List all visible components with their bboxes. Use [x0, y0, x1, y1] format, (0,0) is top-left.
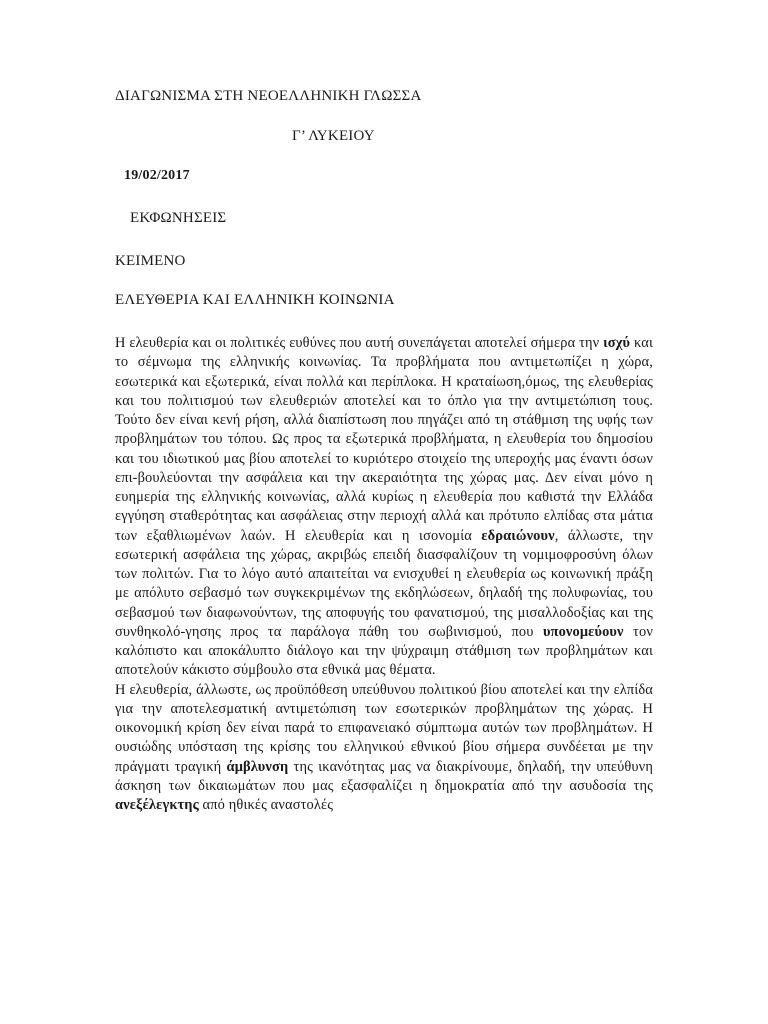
section-heading: ΕΚΦΩΝΗΣΕΙΣ — [130, 210, 227, 226]
text-title: ΕΛΕΥΘΕΡΙΑ ΚΑΙ ΕΛΛΗΝΙΚΗ ΚΟΙΝΩΝΙΑ — [115, 292, 395, 308]
exam-date: 19/02/2017 — [124, 168, 190, 183]
exam-title: ΔΙΑΓΩΝΙΣΜΑ ΣΤΗ ΝΕΟΕΛΛΗΝΙΚΗ ΓΛΩΣΣΑ — [115, 88, 422, 104]
bold-term-edraionoun: εδραιώνουν — [481, 527, 555, 544]
paragraph-1-part-b: και το σέμνωμα της ελληνικής κοινωνίας. Τα προβλήματα που αντιμετωπίζει η χώρα, εσωτερικά και εξωτερικά, είναι πολλά και περίπλοκα. Η κραταίωση,όμως, της ελευθερίας και του πολιτισμού των ελευθεριών αποτελεί και το όπλο για την αντιμετώπιση τους. Τούτο δεν είναι κενή ρήση, αλλά διαπίστωση που πηγάζει από τη στάθμιση της υφής των προβλημάτων του τόπου. Ως προς τα εξωτερικά προβλήματα, η ελευθερία του δημοσίου και του ιδιωτικού μας βίου αποτελεί το κυριότερο στοιχείο της υπεροχής μας έναντι όσων επι-βουλεύονται την ασφάλεια και την ακεραιότητα της χώρας μας. Δεν είναι μόνο η ευημερία της ελληνικής κοινωνίας, αλλά κυρίως η ελευθερία που καθιστά την Ελλάδα εγγύηση σταθερότητας και ασφάλειας στην περιοχή αλλά και πρότυπο ελπίδας στα μάτια των εξαθλιωμένων λαών. Η ελευθερία και η ισονομία — [115, 335, 653, 544]
bold-term-amblynsi: άμβλυνση — [226, 758, 289, 775]
bold-term-ischy: ισχύ — [603, 335, 631, 351]
paragraph-1-part-c: , άλλωστε, την εσωτερική ασφάλεια της χώρας, ακριβώς επειδή διασφαλίζουν τη νομιμοφροσύνη όλων των πολιτών. Για το λόγο αυτό απαιτείται να ενισχυθεί η ελευθερία ως κοινωνική πράξη με απόλυτο σεβασμό των συγκεκριμένων της εκδηλώσεων, δηλαδή της πολυφωνίας, του σεβασμού των διαφωνούντων, της αποφυγής του φανατισμού, της μισαλλοδοξίας και της συνθηκολό-γησης προς τα παράλογα πάθη του σωβινισμού, που — [115, 527, 653, 640]
paragraph-1-part-a: Η ελευθερία και οι πολιτικές ευθύνες που αυτή συνεπάγεται αποτελεί σήμερα την — [115, 335, 604, 351]
bold-term-yponomeyoun: υπονομεύουν — [542, 623, 624, 640]
paragraph-2-part-a: Η ελευθερία, άλλωστε, ως προϋπόθεση υπεύθυνου πολιτικού βίου αποτελεί και την ελπίδα για την αποτελεσματική αντιμετώπιση των εσωτερικών προβλημάτων της χώρας. Η οικονομική κρίση δεν είναι παρά το επιφανειακό σύμπτωμα αυτών των προβλημάτων. Η ουσιώδης υπόσταση της κρίσης του ελληνικού εθνικού βίου σήμερα συνδέεται με την πράγματι τραγική — [115, 681, 653, 775]
paragraph-2-part-b: της ικανότητας μας να διακρίνουμε, δηλαδή, την υπεύθυνη άσκηση των δικαιωμάτων που μας εξασφαλίζει η δημοκρατία από την ασυδοσία της — [115, 758, 653, 794]
paragraph-2 — [115, 681, 653, 816]
body-text — [115, 334, 653, 815]
paragraph-1 — [115, 334, 653, 681]
grade-label: Γ’ ΛΥΚΕΙΟΥ — [292, 128, 375, 144]
paragraph-2-part-c: από ηθικές αναστολές — [198, 797, 334, 813]
text-heading: ΚΕΙΜΕΝΟ — [115, 253, 186, 269]
bold-term-anexelegktis: ανεξέλεγκτης — [115, 797, 199, 813]
paragraph-1-part-d: τον καλόπιστο και αποκάλυπτο διάλογο και την ψύχραιμη στάθμιση των προβλημάτων και αποτελούν κάκιστο σύμβουλο στα εθνικά μας θέματα. — [115, 623, 653, 679]
